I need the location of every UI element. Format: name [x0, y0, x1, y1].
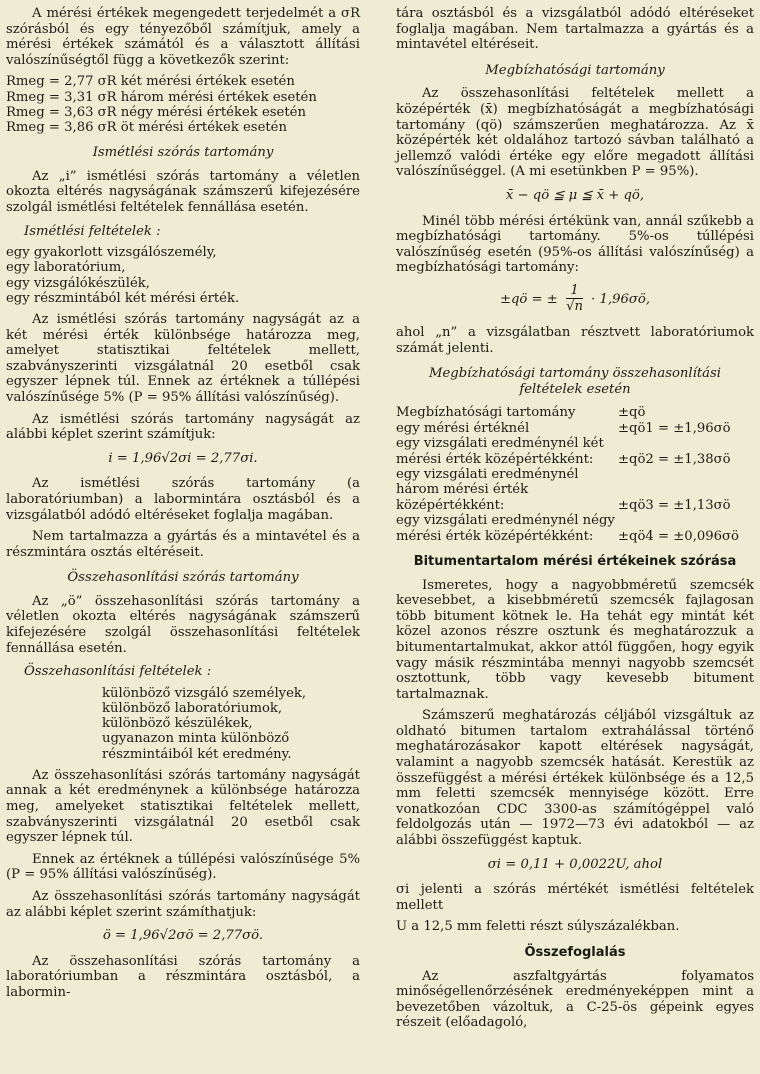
list-item: egy vizsgálókészülék,	[6, 275, 150, 291]
paragraph: Az aszfaltgyártás folyamatos minőségellenőrzésének eredményeképpen mint a bevezetőben vázoltuk, a C-25-ös gépeink egyes részeit (előadagoló,	[396, 968, 754, 1031]
table-label: Megbízhatósági tartomány	[396, 405, 576, 421]
paragraph: Az ismétlési szórás tartomány nagyságát az alábbi képlet szerint számítjuk:	[6, 411, 360, 443]
list-item: egy részmintából két mérési érték.	[6, 290, 240, 306]
list-item: egy laboratórium,	[6, 260, 126, 276]
paragraph: ahol „n” a vizsgálatban résztvett laboratóriumok számát jelenti.	[396, 324, 754, 356]
table-label: egy vizsgálati eredménynél négy mérési érték középértékként:	[396, 513, 615, 544]
formula-fraction	[396, 284, 754, 315]
formula: ö = 1,96√2σö = 2,77σö.	[102, 928, 264, 944]
paragraph: Az összehasonlítási szórás tartomány nagyságát az alábbi képlet szerint számíthatjuk:	[6, 889, 360, 920]
subheading: Összehasonlítási feltételek :	[24, 664, 212, 680]
rmeg-line: Rmeg = 3,31 σR három mérési értékek esetén	[6, 89, 317, 105]
intro-paragraph: A mérési értékek megengedett terjedelmét a σR szórásból és egy tényezőből számítjuk, amely a mérési értékek számától és a választott állítási valószínűségtől függ a következők szerint:	[6, 6, 360, 68]
table-label: egy mérési értéknél	[396, 420, 530, 436]
section-heading: Összehasonlítási szórás tartomány	[67, 570, 299, 586]
list-item: ugyanazon minta különböző	[102, 731, 290, 747]
paragraph: Számszerű meghatározás céljából vizsgáltuk az oldható bitumen tartalom extrahálással történő meghatározásakor kapott eltérések nagyságát, valamint a nagyobb szemcsék hatását. Kerestük az összefüggést a mérési értékek különbsége és a 12,5 mm feletti szemcsék mennyisége között. Erre vonatkozóan CDC 3300-as számítógéppel való feldolgozás után — 1972—73 évi adatokból — az alábbi összefüggést kaptuk.	[396, 708, 754, 849]
fraction	[566, 284, 583, 315]
list-item: egy gyakorlott vizsgálószemély,	[6, 245, 217, 261]
table-value: ±qö1 = ±1,96σö	[618, 420, 731, 436]
paragraph: Ismeretes, hogy a nagyobbméretű szemcsék kevesebbet, a kisebbméretű szemcsék fajlagosan több bitument kötnek le. Ha tehát egy mintát két közel azonos részre osztunk és meghatározzuk a bitumentartalmukat, akkor attól függően, hogy egyik vagy másik részmintába mennyi nagyobb szemcsét osztottunk, több vagy kevesebb bitument tartalmaznak.	[396, 577, 754, 702]
paragraph: Az ismétlési szórás tartomány (a laboratóriumban) a labormintára osztásból és a vizsgálatból adódó eltéréseket foglalja magában.	[6, 476, 360, 523]
formula-left: ±qö = ±	[499, 291, 558, 307]
table-value: ±qö3 = ±1,13σö	[618, 497, 731, 513]
paragraph: Az összehasonlítási szórás tartomány nagyságát annak a két eredménynek a különbsége határozza meg, amelyeket statisztikai feltételek mellett, szabványszerinti vizsgálatnál 20 esetből csak egyszer lépnek túl.	[6, 767, 360, 846]
paragraph: Ennek az értéknek a túllépési valószínűsége 5% (P = 95% állítási valószínűség).	[6, 851, 360, 883]
rmeg-line: Rmeg = 3,63 σR négy mérési értékek esetén	[6, 104, 306, 120]
right-column	[396, 6, 754, 1037]
subheading: Ismétlési feltételek :	[24, 223, 161, 239]
paragraph: Az összehasonlítási feltételek mellett a középérték (x̄) megbízhatóságát a megbízhatósági tartomány (qö) számszerűen meghatározza. Az x̄ középérték két oldalához tartozó sávban található a jellemző valódi értéke egy előre megadott állítási valószínűséggel. (A mi esetünkben P = 95%).	[396, 86, 754, 180]
fraction-numerator: 1	[566, 284, 583, 299]
paragraph: Minél több mérési értékünk van, annál szűkebb a megbízhatósági tartomány. 5%-os túllépési valószínűség esetén (95%-os állítási valószínűség) a megbízhatósági tartomány:	[396, 213, 754, 276]
conditions-list	[102, 686, 360, 762]
conditions-list	[6, 245, 360, 306]
table-label: egy vizsgálati eredménynél három mérési érték középértékként:	[396, 466, 579, 513]
formula: i = 1,96√2σi = 2,77σi.	[108, 450, 258, 466]
rmeg-list	[6, 74, 360, 135]
formula-right: · 1,96σö,	[591, 291, 651, 307]
section-heading: Megbízhatósági tartomány	[485, 62, 665, 78]
section-heading: Megbízhatósági tartomány összehasonlítási feltételek esetén	[428, 366, 721, 397]
definition: U a 12,5 mm feletti részt súlyszázalékban.	[396, 919, 680, 935]
fraction-denominator: √n	[566, 298, 583, 314]
paragraph: Az „i” ismétlési szórás tartomány a véletlen okozta eltérés nagyságának számszerű kifejezésére szolgál ismétlési feltételek fennállása esetén.	[6, 168, 360, 215]
paragraph: Az „ö” összehasonlítási szórás tartomány a véletlen okozta eltérés nagyságának számszerű kifejezésére szolgál összehasonlítási feltételek fennállása esetén.	[6, 593, 360, 656]
list-item: részmintáiból két eredmény.	[102, 746, 292, 762]
rmeg-line: Rmeg = 2,77 σR két mérési értékek esetén	[6, 74, 295, 90]
table-value: ±qö4 = ±0,096σö	[618, 528, 739, 544]
table-value: ±qö	[618, 405, 646, 421]
left-column	[6, 6, 360, 1007]
paragraph: Az összehasonlítási szórás tartomány a laboratóriumban a részmintára osztásból, a labormin-	[6, 953, 360, 1000]
paragraph: Az ismétlési szórás tartomány nagyságát az a két mérési érték különbsége határozza meg, amelyet statisztikai feltételek mellett, szabványszerinti vizsgálatnál 20 esetből csak egyszer lépnek túl. Ennek az értéknek a túllépési valószínűsége 5% (P = 95% állítási valószínűség).	[6, 311, 360, 405]
formula: σi = 0,11 + 0,0022U, ahol	[487, 856, 663, 872]
section-heading-bold: Összefoglalás	[524, 945, 626, 960]
formula: x̄ − qö ≦ μ ≦ x̄ + qö,	[505, 187, 645, 203]
paragraph: tára osztásból és a vizsgálatból adódó eltéréseket foglalja magában. Nem tartalmazza a gyártás és a mintavétel eltéréseit.	[396, 6, 754, 53]
table-label: egy vizsgálati eredménynél két mérési érték középértékként:	[396, 436, 604, 467]
paragraph: Nem tartalmazza a gyártás és a mintavétel és a részmintára osztás eltéréseit.	[6, 529, 360, 560]
definition: σi jelenti a szórás mértékét ismétlési feltételek mellett	[396, 882, 754, 913]
table-value: ±qö2 = ±1,38σö	[618, 451, 731, 467]
section-heading-bold: Bitumentartalom mérési értékeinek szórása	[413, 553, 737, 569]
list-item: különböző vizsgáló személyek,	[102, 685, 307, 701]
list-item: különböző készülékek,	[102, 716, 253, 732]
section-heading: Ismétlési szórás tartomány	[92, 145, 274, 161]
confidence-table	[396, 405, 754, 544]
list-item: különböző laboratóriumok,	[102, 701, 283, 717]
rmeg-line: Rmeg = 3,86 σR öt mérési értékek esetén	[6, 119, 287, 135]
